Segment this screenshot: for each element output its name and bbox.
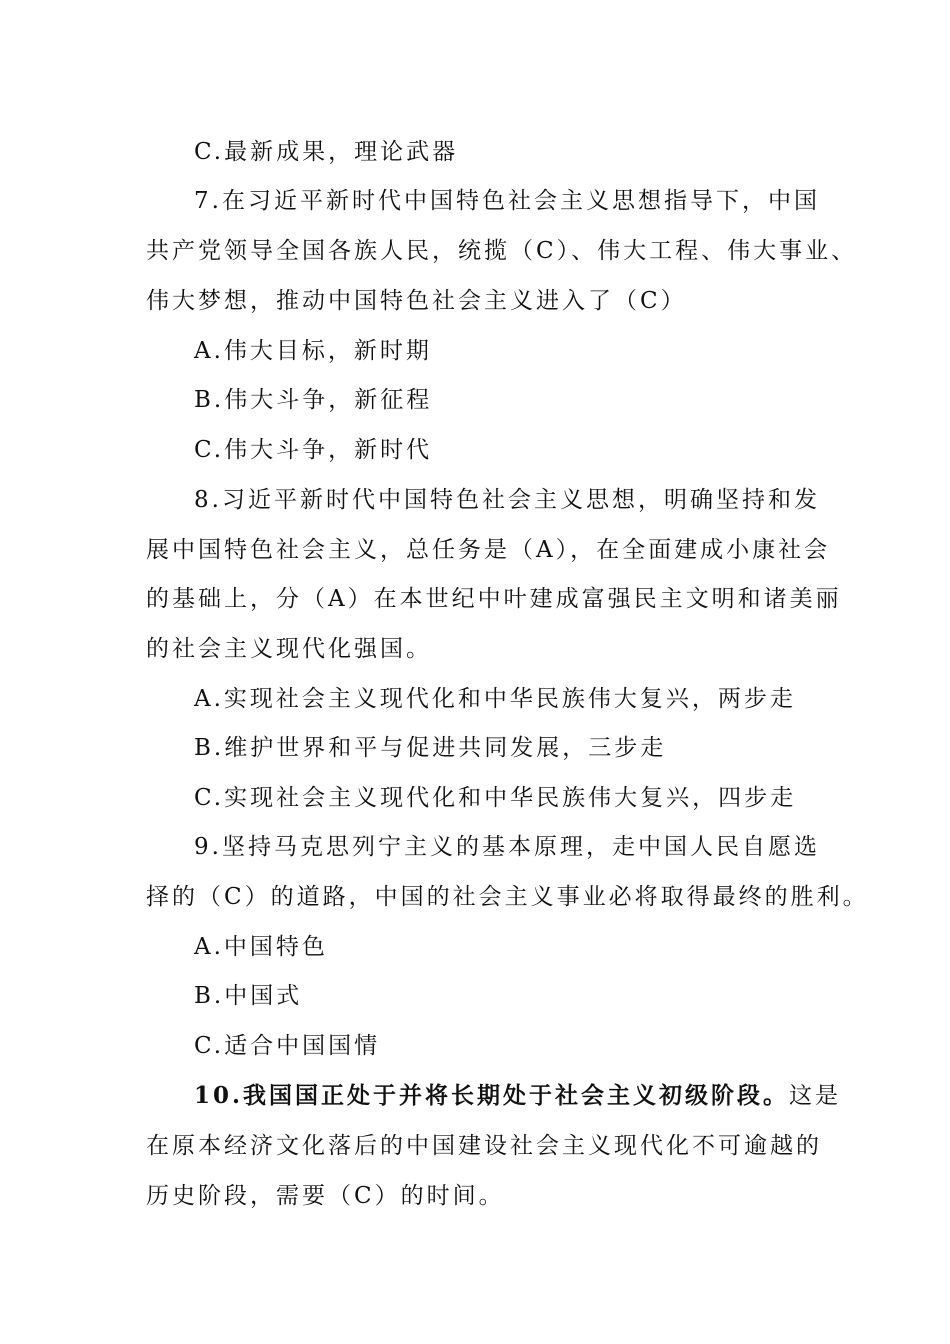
option-8b: B.维护世界和平与促进共同发展，三步走 bbox=[194, 735, 667, 761]
question-7-line-2: 共产党领导全国各族人民，统揽（C）、伟大工程、伟大事业、 bbox=[146, 238, 858, 264]
question-8-line-1: 8.习近平新时代中国特色社会主义思想，明确坚持和发 bbox=[194, 487, 820, 513]
question-8-line-4: 的社会主义现代化强国。 bbox=[146, 636, 432, 662]
option-8c: C.实现社会主义现代化和中华民族伟大复兴，四步走 bbox=[194, 785, 797, 811]
option-9c: C.适合中国国情 bbox=[194, 1033, 381, 1059]
question-10-text-start: 这是 bbox=[789, 1083, 842, 1109]
question-7-line-1: 7.在习近平新时代中国特色社会主义思想指导下，中国 bbox=[194, 188, 820, 214]
question-9-line-2: 择的（C）的道路，中国的社会主义事业必将取得最终的胜利。 bbox=[146, 884, 869, 910]
question-9-line-1: 9.坚持马克思列宁主义的基本原理，走中国人民自愿选 bbox=[194, 834, 820, 860]
option-6c: C.最新成果，理论武器 bbox=[194, 139, 459, 165]
question-10-line-2: 在原本经济文化落后的中国建设社会主义现代化不可逾越的 bbox=[146, 1133, 822, 1159]
option-8a: A.实现社会主义现代化和中华民族伟大复兴，两步走 bbox=[194, 686, 796, 712]
question-10-line-3: 历史阶段，需要（C）的时间。 bbox=[146, 1183, 505, 1209]
question-8-line-3: 的基础上，分（A）在本世纪中叶建成富强民主文明和诸美丽 bbox=[146, 586, 842, 612]
option-9b: B.中国式 bbox=[194, 983, 303, 1009]
option-7c: C.伟大斗争，新时代 bbox=[194, 437, 433, 463]
question-8-line-2: 展中国特色社会主义，总任务是（A），在全面建成小康社会 bbox=[146, 537, 831, 563]
question-7-line-3: 伟大梦想，推动中国特色社会主义进入了（C） bbox=[146, 288, 687, 314]
option-9a: A.中国特色 bbox=[194, 934, 328, 960]
question-10-heading: 10.我国国正处于并将长期处于社会主义初级阶段。 bbox=[194, 1082, 790, 1109]
question-10-line-1 bbox=[194, 1081, 841, 1111]
option-7b: B.伟大斗争，新征程 bbox=[194, 387, 433, 413]
option-7a: A.伟大目标，新时期 bbox=[194, 338, 432, 364]
